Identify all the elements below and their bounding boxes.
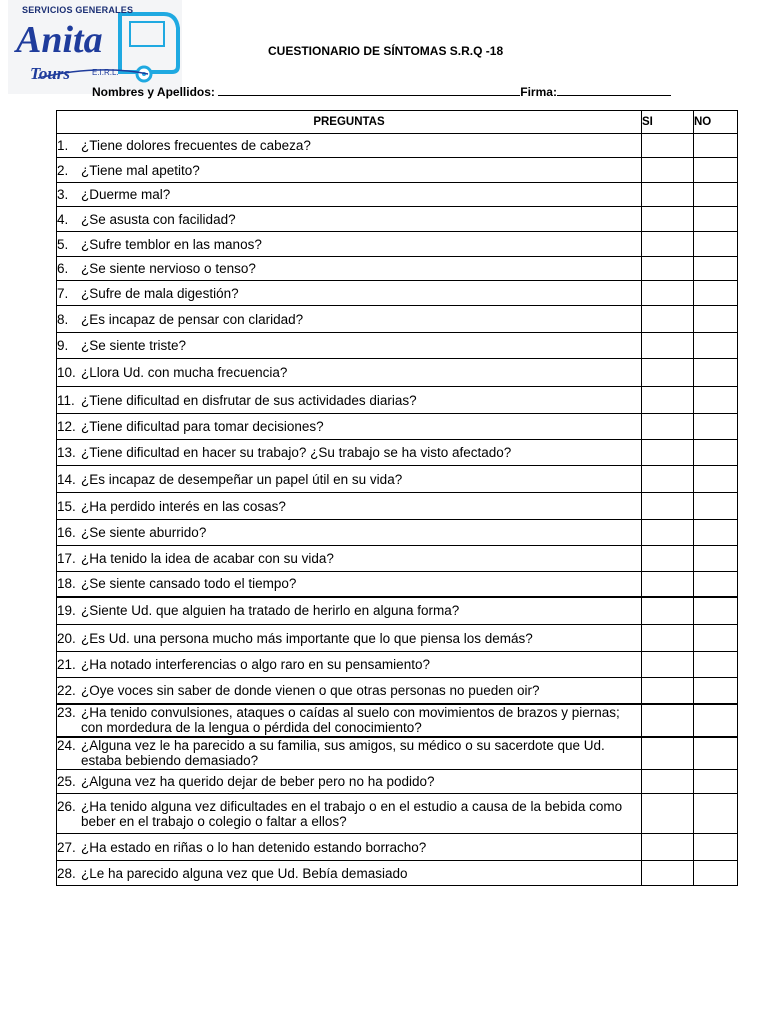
document-title: CUESTIONARIO DE SÍNTOMAS S.R.Q -18	[268, 44, 504, 58]
question	[57, 138, 641, 153]
question-cell	[57, 466, 642, 493]
answer-si-cell[interactable]	[642, 414, 694, 440]
table-row	[57, 440, 738, 466]
answer-no-cell[interactable]	[694, 232, 738, 257]
name-label: Nombres y Apellidos:	[92, 85, 215, 99]
question-number: 20.	[57, 630, 76, 646]
answer-no-cell[interactable]	[694, 440, 738, 466]
question-cell	[57, 520, 642, 546]
table-row	[57, 158, 738, 183]
table-row	[57, 387, 738, 414]
question-cell	[57, 652, 642, 678]
answer-si-cell[interactable]	[642, 387, 694, 414]
question-text: ¿Tiene dificultad en disfrutar de sus actividades diarias?	[81, 392, 417, 408]
answer-si-cell[interactable]	[642, 333, 694, 359]
question-number: 27.	[57, 839, 76, 855]
answer-no-cell[interactable]	[694, 333, 738, 359]
answer-no-cell[interactable]	[694, 359, 738, 387]
question-text: ¿Tiene dificultad para tomar decisiones?	[81, 419, 324, 434]
table-row	[57, 572, 738, 597]
question-number: 23.	[57, 705, 76, 720]
table-row	[57, 861, 738, 886]
logo-tagline: SERVICIOS GENERALES	[22, 5, 134, 15]
question-cell	[57, 861, 642, 886]
question-cell	[57, 257, 642, 281]
question-number: 2.	[57, 162, 69, 178]
question-number: 3.	[57, 187, 69, 202]
company-logo	[8, 0, 182, 94]
answer-no-cell[interactable]	[694, 546, 738, 572]
question-number: 19.	[57, 603, 76, 619]
question	[57, 603, 641, 618]
question	[57, 187, 641, 202]
table-row	[57, 520, 738, 546]
question	[57, 799, 641, 829]
question-cell	[57, 134, 642, 158]
answer-no-cell[interactable]	[694, 861, 738, 886]
answer-no-cell[interactable]	[694, 834, 738, 861]
question	[57, 631, 641, 646]
answer-no-cell[interactable]	[694, 387, 738, 414]
question	[57, 499, 641, 514]
question-text: ¿Es Ud. una persona mucho más importante que lo que piensa los demás?	[81, 630, 533, 646]
answer-no-cell[interactable]	[694, 466, 738, 493]
question-number: 6.	[57, 261, 69, 276]
answer-si-cell[interactable]	[642, 466, 694, 493]
answer-si-cell[interactable]	[642, 861, 694, 886]
question-cell	[57, 440, 642, 466]
question-cell	[57, 207, 642, 232]
question-text: ¿Es incapaz de desempeñar un papel útil en su vida?	[81, 471, 403, 487]
question	[57, 163, 641, 178]
question	[57, 365, 641, 380]
question-cell	[57, 704, 642, 737]
question-text: ¿Ha estado en riñas o lo han detenido estando borracho?	[81, 839, 427, 855]
answer-no-cell[interactable]	[694, 207, 738, 232]
question-number: 18.	[57, 576, 76, 592]
question-text: ¿Ha tenido alguna vez dificultades en el trabajo o en el estudio a causa de la bebida como beber en el trabajo o colegio o faltar a ellos?	[81, 798, 623, 829]
answer-si-cell[interactable]	[642, 207, 694, 232]
question-text: ¿Tiene dificultad en hacer su trabajo? ¿Su trabajo se ha visto afectado?	[81, 445, 512, 460]
question-cell	[57, 546, 642, 572]
question-text: ¿Ha notado interferencias o algo raro en su pensamiento?	[81, 657, 430, 672]
answer-si-cell[interactable]	[642, 678, 694, 704]
answer-no-cell[interactable]	[694, 257, 738, 281]
answer-si-cell[interactable]	[642, 232, 694, 257]
table-row	[57, 232, 738, 257]
answer-si-cell[interactable]	[642, 281, 694, 306]
answer-no-cell[interactable]	[694, 625, 738, 652]
question-text: ¿Le ha parecido alguna vez que Ud. Bebía demasiado	[81, 865, 408, 881]
table-header-row	[57, 111, 738, 134]
answer-no-cell[interactable]	[694, 306, 738, 333]
question-number: 15.	[57, 498, 76, 514]
question-text: ¿Ha tenido la idea de acabar con su vida?	[81, 551, 334, 566]
question-cell	[57, 834, 642, 861]
question	[57, 576, 641, 591]
question-text: ¿Tiene mal apetito?	[81, 162, 200, 178]
answer-si-cell[interactable]	[642, 572, 694, 597]
question-cell	[57, 678, 642, 704]
answer-si-cell[interactable]	[642, 257, 694, 281]
question-cell	[57, 306, 642, 333]
answer-si-cell[interactable]	[642, 770, 694, 794]
answer-no-cell[interactable]	[694, 134, 738, 158]
table-row	[57, 597, 738, 625]
table-row	[57, 652, 738, 678]
question-text: ¿Se asusta con facilidad?	[81, 211, 236, 227]
question-number: 25.	[57, 774, 76, 789]
question-text: ¿Ha perdido interés en las cosas?	[81, 498, 286, 514]
question-text: ¿Se siente nervioso o tenso?	[81, 261, 256, 276]
table-row	[57, 414, 738, 440]
answer-no-cell[interactable]	[694, 794, 738, 834]
question-cell	[57, 387, 642, 414]
question-cell	[57, 183, 642, 207]
logo-name: Anita	[16, 19, 103, 61]
answer-si-cell[interactable]	[642, 440, 694, 466]
question	[57, 738, 641, 768]
answer-si-cell[interactable]	[642, 493, 694, 520]
answer-no-cell[interactable]	[694, 652, 738, 678]
question	[57, 286, 641, 301]
question	[57, 551, 641, 566]
question-text: ¿Sufre temblor en las manos?	[81, 236, 262, 252]
table-row	[57, 546, 738, 572]
answer-no-cell[interactable]	[694, 704, 738, 737]
answer-si-cell[interactable]	[642, 834, 694, 861]
answer-no-cell[interactable]	[694, 158, 738, 183]
question-number: 13.	[57, 445, 76, 460]
table-row	[57, 281, 738, 306]
question-text: ¿Se siente cansado todo el tiempo?	[81, 576, 297, 592]
question	[57, 212, 641, 227]
question	[57, 445, 641, 460]
header-no: NO	[694, 111, 738, 134]
question	[57, 338, 641, 353]
header-fields	[92, 83, 671, 99]
question-text: ¿Oye voces sin saber de donde vienen o que otras personas no pueden oir?	[81, 682, 540, 698]
table-row	[57, 207, 738, 232]
question-number: 1.	[57, 138, 69, 153]
question-number: 14.	[57, 471, 76, 487]
question-number: 12.	[57, 419, 76, 434]
question-text: ¿Llora Ud. con mucha frecuencia?	[81, 365, 288, 380]
question-cell	[57, 281, 642, 306]
table-row	[57, 466, 738, 493]
answer-no-cell[interactable]	[694, 678, 738, 704]
question-cell	[57, 625, 642, 652]
table-row	[57, 770, 738, 794]
name-field[interactable]	[218, 83, 520, 96]
question-cell	[57, 158, 642, 183]
question	[57, 237, 641, 252]
answer-no-cell[interactable]	[694, 281, 738, 306]
answer-si-cell[interactable]	[642, 625, 694, 652]
question	[57, 840, 641, 855]
answer-si-cell[interactable]	[642, 359, 694, 387]
question-number: 16.	[57, 525, 76, 540]
question-text: ¿Se siente triste?	[81, 338, 187, 353]
question	[57, 774, 641, 789]
answer-si-cell[interactable]	[642, 794, 694, 834]
answer-no-cell[interactable]	[694, 493, 738, 520]
question	[57, 472, 641, 487]
question-number: 24.	[57, 738, 76, 754]
question-text: ¿Alguna vez ha querido dejar de beber pero no ha podido?	[81, 774, 435, 789]
question-cell	[57, 359, 642, 387]
question-number: 8.	[57, 311, 69, 327]
answer-no-cell[interactable]	[694, 572, 738, 597]
table-row	[57, 493, 738, 520]
questions-body	[57, 134, 738, 886]
question-text: ¿Sufre de mala digestión?	[81, 285, 239, 301]
table-row	[57, 134, 738, 158]
question	[57, 525, 641, 540]
table-row	[57, 183, 738, 207]
question-number: 11.	[57, 392, 75, 408]
question	[57, 261, 641, 276]
question-text: ¿Siente Ud. que alguien ha tratado de herirlo en alguna forma?	[81, 603, 460, 619]
table-row	[57, 794, 738, 834]
answer-no-cell[interactable]	[694, 520, 738, 546]
answer-si-cell[interactable]	[642, 306, 694, 333]
answer-si-cell[interactable]	[642, 704, 694, 737]
table-row	[57, 625, 738, 652]
question-cell	[57, 737, 642, 770]
answer-no-cell[interactable]	[694, 414, 738, 440]
question	[57, 866, 641, 881]
answer-si-cell[interactable]	[642, 652, 694, 678]
table-row	[57, 333, 738, 359]
answer-no-cell[interactable]	[694, 770, 738, 794]
table-row	[57, 306, 738, 333]
answer-si-cell[interactable]	[642, 158, 694, 183]
answer-no-cell[interactable]	[694, 597, 738, 625]
question-number: 21.	[57, 657, 76, 672]
answer-si-cell[interactable]	[642, 737, 694, 770]
questions-table	[56, 110, 738, 886]
question-cell	[57, 770, 642, 794]
header-si: SI	[642, 111, 694, 134]
question-text: ¿Tiene dolores frecuentes de cabeza?	[81, 138, 311, 153]
question-cell	[57, 232, 642, 257]
question	[57, 393, 641, 408]
signature-field[interactable]	[557, 83, 671, 96]
answer-si-cell[interactable]	[642, 134, 694, 158]
question-cell	[57, 333, 642, 359]
question-number: 28.	[57, 865, 76, 881]
answer-no-cell[interactable]	[694, 737, 738, 770]
question-text: ¿Se siente aburrido?	[81, 525, 207, 540]
table-row	[57, 359, 738, 387]
question-text: ¿Es incapaz de pensar con claridad?	[81, 311, 304, 327]
header-preguntas: PREGUNTAS	[57, 111, 642, 134]
question-cell	[57, 572, 642, 597]
answer-si-cell[interactable]	[642, 546, 694, 572]
answer-no-cell[interactable]	[694, 183, 738, 207]
question-text: ¿Duerme mal?	[81, 187, 171, 202]
question-number: 17.	[57, 551, 76, 566]
question-number: 4.	[57, 211, 69, 227]
question	[57, 419, 641, 434]
question	[57, 312, 641, 327]
question-cell	[57, 794, 642, 834]
logo-subname: Tours	[30, 64, 71, 83]
question-number: 7.	[57, 285, 69, 301]
question-number: 26.	[57, 798, 76, 814]
question-number: 9.	[57, 338, 69, 353]
answer-si-cell[interactable]	[642, 183, 694, 207]
table-row	[57, 737, 738, 770]
table-row	[57, 257, 738, 281]
answer-si-cell[interactable]	[642, 520, 694, 546]
table-row	[57, 834, 738, 861]
question-cell	[57, 414, 642, 440]
question-text: ¿Ha tenido convulsiones, ataques o caídas al suelo con movimientos de brazos y piernas; con mordedura de la lengua o pérdida del conocimiento?	[81, 705, 620, 735]
table-row	[57, 704, 738, 737]
question-number: 5.	[57, 236, 69, 252]
question-text: ¿Alguna vez le ha parecido a su familia, sus amigos, su médico o su sacerdote que Ud. estaba bebiendo demasiado?	[81, 738, 605, 769]
signature-label: Firma:	[520, 85, 557, 99]
question-cell	[57, 493, 642, 520]
logo-suffix: E.I.R.L.	[92, 68, 119, 77]
question	[57, 683, 641, 698]
answer-si-cell[interactable]	[642, 597, 694, 625]
question-number: 22.	[57, 682, 76, 698]
question	[57, 705, 641, 735]
question-cell	[57, 597, 642, 625]
question-number: 10.	[57, 365, 76, 380]
table-row	[57, 678, 738, 704]
question	[57, 657, 641, 672]
